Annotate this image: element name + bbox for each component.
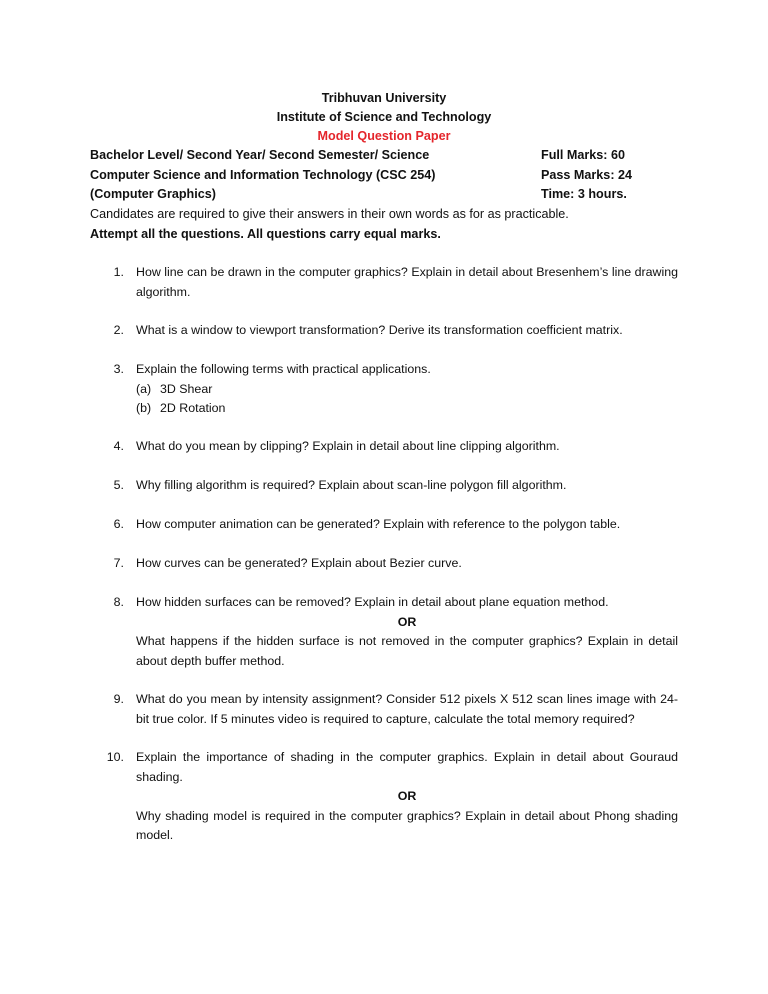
question-text: Why filling algorithm is required? Explain about scan-line polygon fill algorithm. bbox=[136, 478, 567, 492]
level-line: Bachelor Level/ Second Year/ Second Semester/ Science bbox=[90, 148, 430, 162]
institute-name: Institute of Science and Technology bbox=[276, 110, 492, 124]
time-allowed: Time: 3 hours. bbox=[541, 187, 627, 201]
sub-label: (a) bbox=[136, 381, 152, 396]
or-separator: OR bbox=[397, 614, 417, 629]
question-2 bbox=[90, 321, 678, 341]
question-6 bbox=[90, 515, 678, 535]
question-number: 5. bbox=[113, 478, 124, 492]
question-4 bbox=[90, 437, 678, 457]
question-text: Explain the importance of shading in the computer graphics. Explain in detail about Gouraud shading. bbox=[136, 750, 678, 784]
question-8 bbox=[90, 593, 678, 671]
alternate-question-text: What happens if the hidden surface is not removed in the computer graphics? Explain in detail about depth buffer method. bbox=[136, 634, 678, 668]
course-line: Computer Science and Information Technology (CSC 254) bbox=[90, 168, 436, 182]
question-text: Explain the following terms with practical applications. bbox=[136, 362, 431, 376]
sub-label: (b) bbox=[136, 401, 152, 415]
question-10 bbox=[90, 748, 678, 846]
question-text: How line can be drawn in the computer graphics? Explain in detail about Bresenhem’s line drawing algorithm. bbox=[136, 265, 678, 299]
pass-marks: Pass Marks: 24 bbox=[541, 168, 633, 182]
question-number: 3. bbox=[113, 362, 124, 376]
question-number: 6. bbox=[113, 517, 124, 531]
question-text: How hidden surfaces can be removed? Explain in detail about plane equation method. bbox=[136, 595, 609, 609]
question-text: What is a window to viewport transformation? Derive its transformation coefficient matrix. bbox=[136, 323, 623, 337]
question-text: How curves can be generated? Explain about Bezier curve. bbox=[136, 556, 462, 570]
sub-text: 2D Rotation bbox=[160, 401, 226, 415]
question-1 bbox=[90, 263, 678, 302]
question-number: 10. bbox=[106, 750, 124, 764]
question-3 bbox=[90, 360, 678, 419]
instruction-attempt: Attempt all the questions. All questions carry equal marks. bbox=[90, 227, 441, 241]
instruction-answers: Candidates are required to give their answers in their own words as for as practicable. bbox=[90, 207, 569, 221]
university-name: Tribhuvan University bbox=[321, 91, 447, 105]
alternate-question-text: Why shading model is required in the computer graphics? Explain in detail about Phong shading model. bbox=[136, 808, 678, 842]
paper-type-title: Model Question Paper bbox=[317, 129, 451, 143]
question-number: 4. bbox=[113, 439, 124, 453]
sub-question-a bbox=[136, 380, 678, 400]
question-text: What do you mean by intensity assignment? Consider 512 pixels X 512 scan lines image with 24-bit true color. If 5 minutes video is required to capture, calculate the total memory required? bbox=[136, 692, 678, 726]
question-text: What do you mean by clipping? Explain in detail about line clipping algorithm. bbox=[136, 439, 560, 453]
sub-question-b bbox=[136, 399, 678, 419]
question-number: 8. bbox=[113, 595, 124, 609]
question-9 bbox=[90, 690, 678, 729]
full-marks: Full Marks: 60 bbox=[541, 148, 625, 162]
question-number: 7. bbox=[113, 556, 124, 570]
question-number: 2. bbox=[113, 323, 124, 337]
question-5 bbox=[90, 476, 678, 496]
question-number: 9. bbox=[113, 692, 124, 706]
question-text: How computer animation can be generated? Explain with reference to the polygon table. bbox=[136, 517, 621, 531]
question-number: 1. bbox=[113, 265, 124, 279]
or-separator: OR bbox=[397, 789, 417, 803]
sub-text: 3D Shear bbox=[160, 381, 213, 396]
subject-line: (Computer Graphics) bbox=[90, 187, 216, 201]
question-7 bbox=[90, 554, 678, 574]
